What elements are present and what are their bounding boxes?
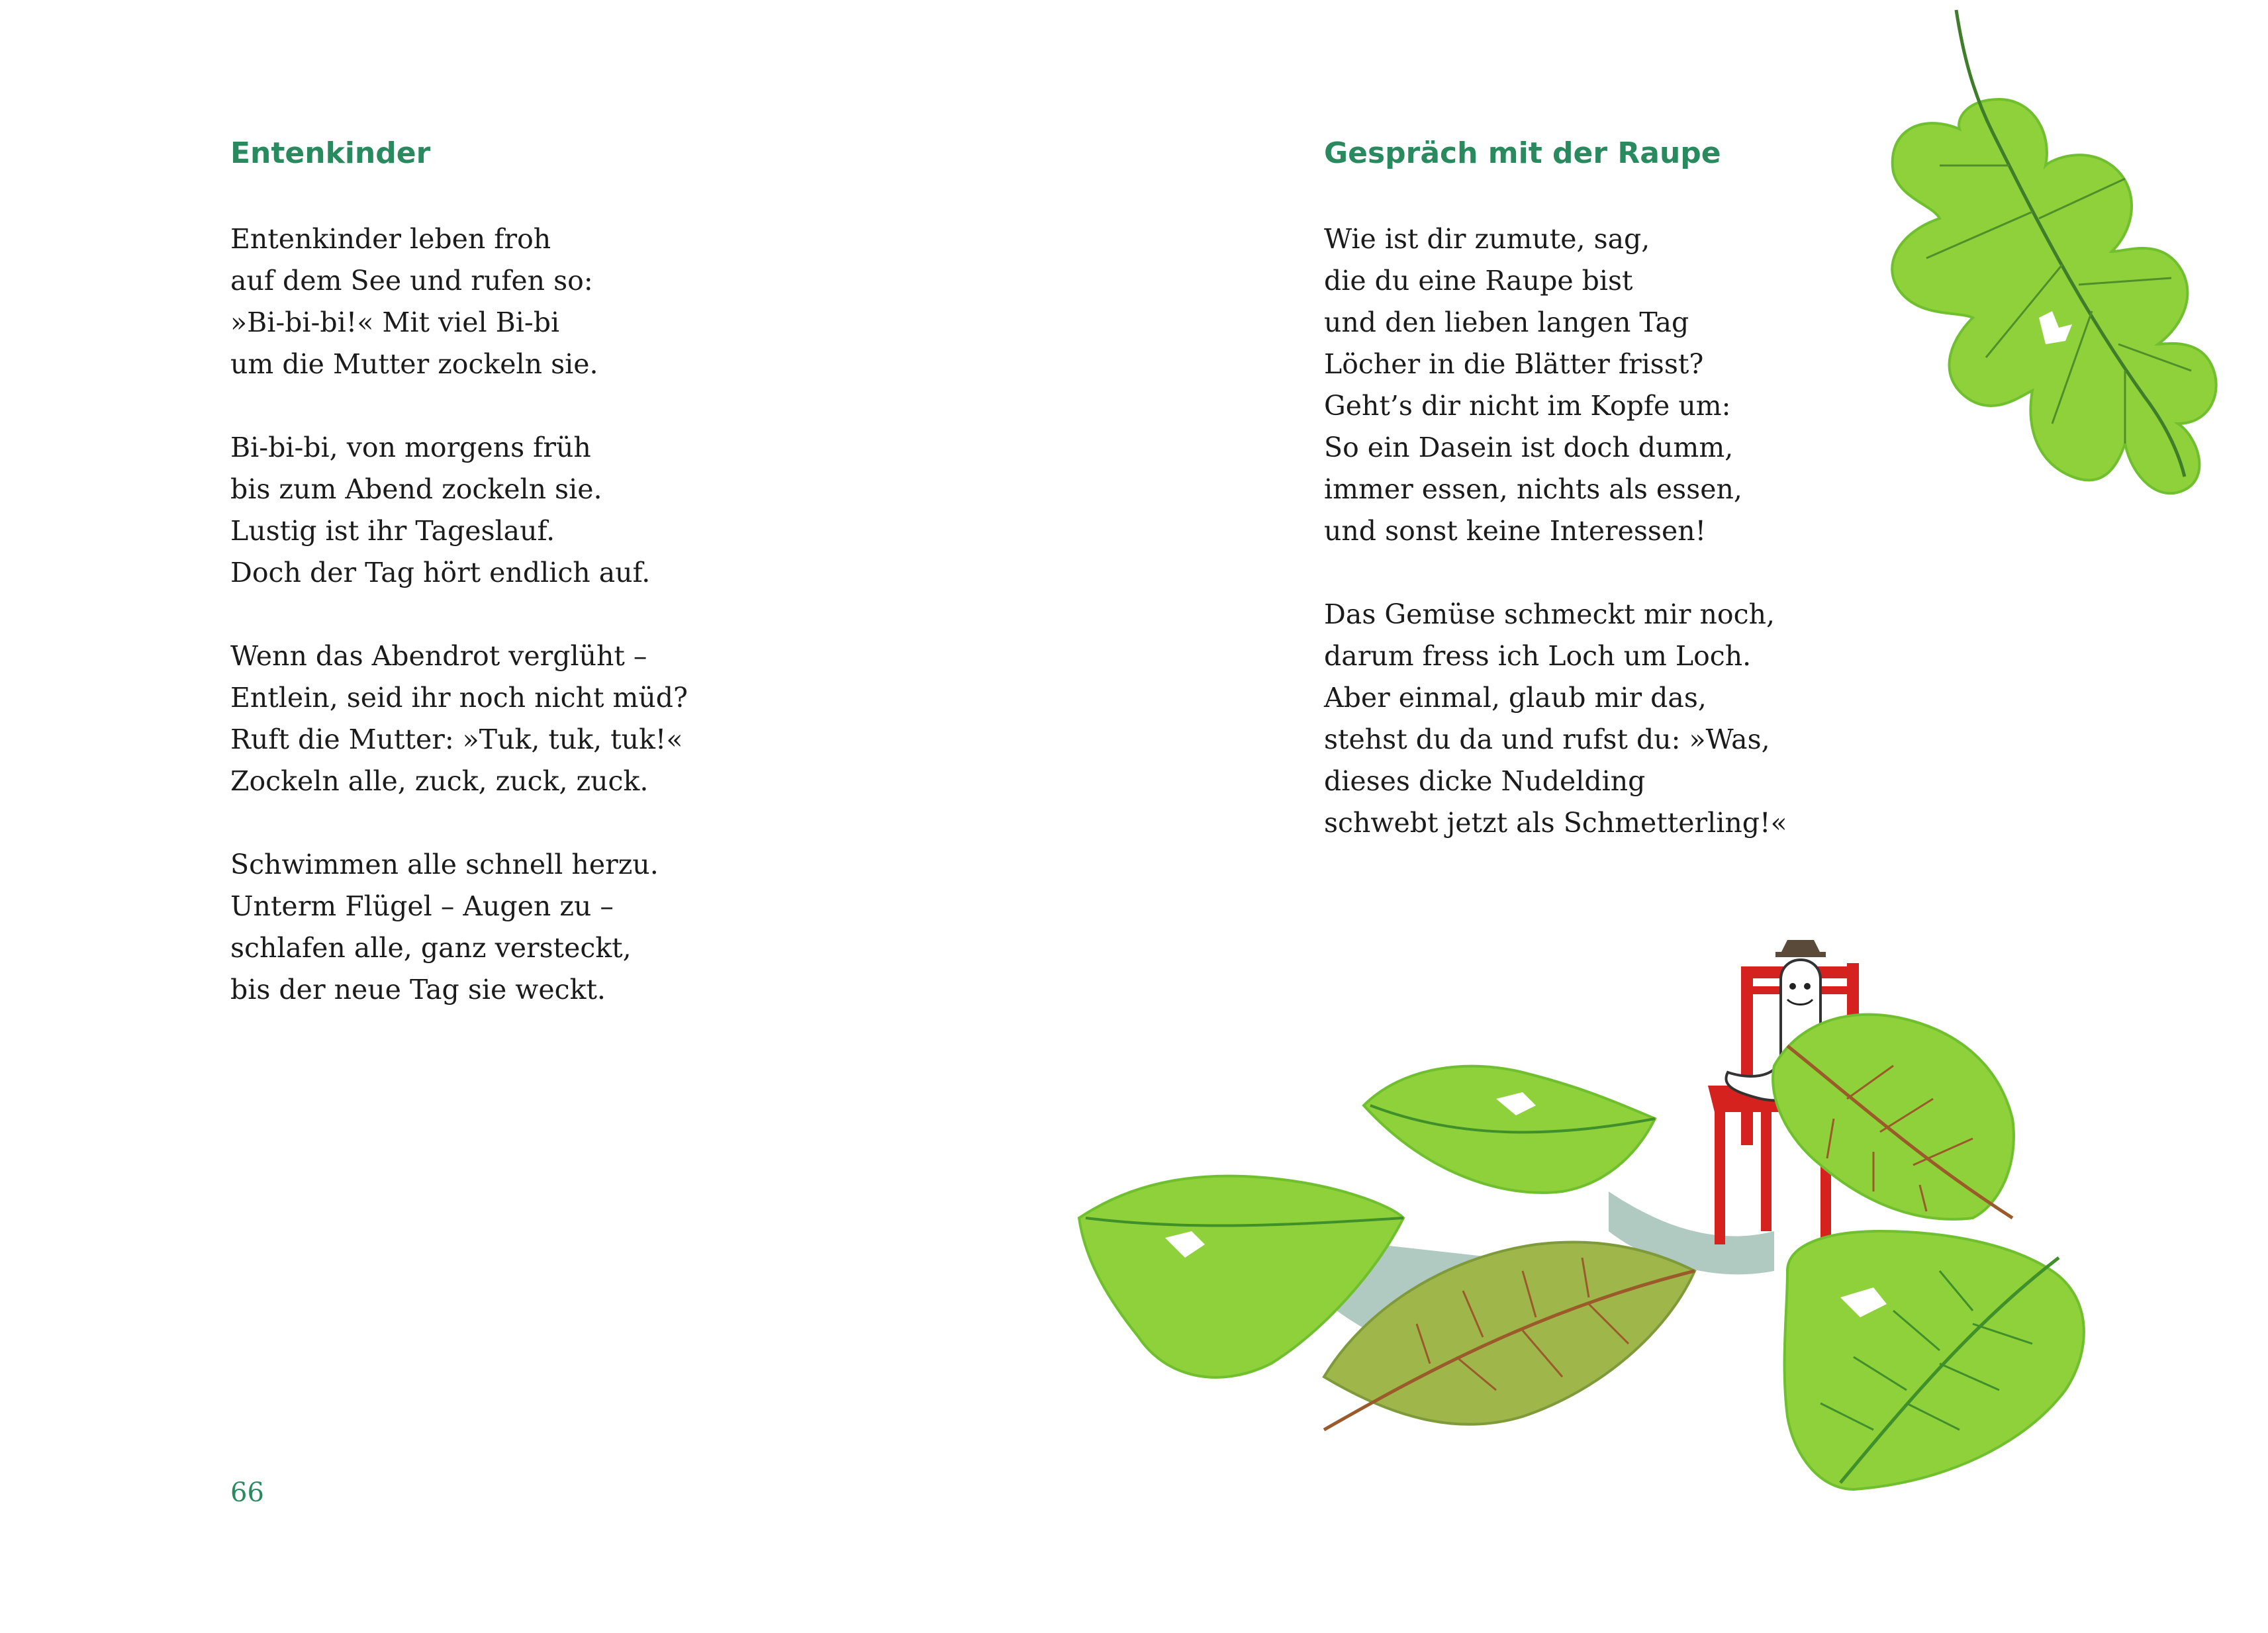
- leaf-back: [1364, 1066, 1655, 1193]
- poem-line: stehst du da und rufst du: »Was,: [1324, 723, 1770, 755]
- poem-line: Schwimmen alle schnell herzu.: [230, 849, 659, 880]
- poem-line: immer essen, nichts als essen,: [1324, 473, 1742, 505]
- poem-line: Zockeln alle, zuck, zuck, zuck.: [230, 765, 649, 797]
- right-poem-title: Gespräch mit der Raupe: [1324, 136, 1721, 170]
- poem-line: Geht’s dir nicht im Kopfe um:: [1324, 390, 1731, 422]
- leaf-right-top: [1773, 1015, 2014, 1219]
- poem-line: bis zum Abend zockeln sie.: [230, 473, 602, 505]
- poem-line: Aber einmal, glaub mir das,: [1324, 682, 1707, 714]
- poem-line: Ruft die Mutter: »Tuk, tuk, tuk!«: [230, 723, 683, 755]
- poem-line: bis der neue Tag sie weckt.: [230, 974, 606, 1005]
- oak-leaf-icon: [1840, 0, 2211, 530]
- poem-line: So ein Dasein ist doch dumm,: [1324, 432, 1734, 463]
- left-stanza-2: [230, 427, 650, 594]
- right-stanza-1: [1324, 218, 1742, 552]
- poem-line: Löcher in die Blätter frisst?: [1324, 348, 1704, 380]
- poem-line: Doch der Tag hört endlich auf.: [230, 557, 651, 588]
- poem-line: auf dem See und rufen so:: [230, 265, 593, 297]
- left-stanza-4: [230, 844, 659, 1011]
- poem-line: und den lieben langen Tag: [1324, 306, 1689, 338]
- poem-line: darum fress ich Loch um Loch.: [1324, 640, 1752, 672]
- poem-line: und sonst keine Interessen!: [1324, 515, 1707, 547]
- poem-line: Bi-bi-bi, von morgens früh: [230, 432, 591, 463]
- right-stanza-2: [1324, 594, 1787, 844]
- leaf-pile-illustration: [1059, 900, 2132, 1509]
- poem-line: die du eine Raupe bist: [1324, 265, 1633, 297]
- poem-line: »Bi-bi-bi!« Mit viel Bi-bi: [230, 306, 560, 338]
- poem-line: dieses dicke Nudelding: [1324, 765, 1646, 797]
- left-stanza-1: [230, 218, 598, 385]
- leaf-bottom-right: [1785, 1231, 2084, 1489]
- poem-line: Entlein, seid ihr noch nicht müd?: [230, 682, 688, 714]
- poem-line: schlafen alle, ganz versteckt,: [230, 932, 632, 964]
- hat-icon: [1781, 940, 1820, 953]
- left-stanza-3: [230, 635, 688, 802]
- page-number: 66: [230, 1477, 264, 1508]
- left-poem-title: Entenkinder: [230, 136, 431, 170]
- poem-line: Das Gemüse schmeckt mir noch,: [1324, 598, 1775, 630]
- poem-line: Lustig ist ihr Tageslauf.: [230, 515, 555, 547]
- poem-line: Wenn das Abendrot verglüht –: [230, 640, 647, 672]
- poem-line: um die Mutter zockeln sie.: [230, 348, 598, 380]
- poem-line: Entenkinder leben froh: [230, 223, 551, 255]
- poem-line: schwebt jetzt als Schmetterling!«: [1324, 807, 1787, 839]
- poem-line: Wie ist dir zumute, sag,: [1324, 223, 1650, 255]
- poem-line: Unterm Flügel – Augen zu –: [230, 890, 614, 922]
